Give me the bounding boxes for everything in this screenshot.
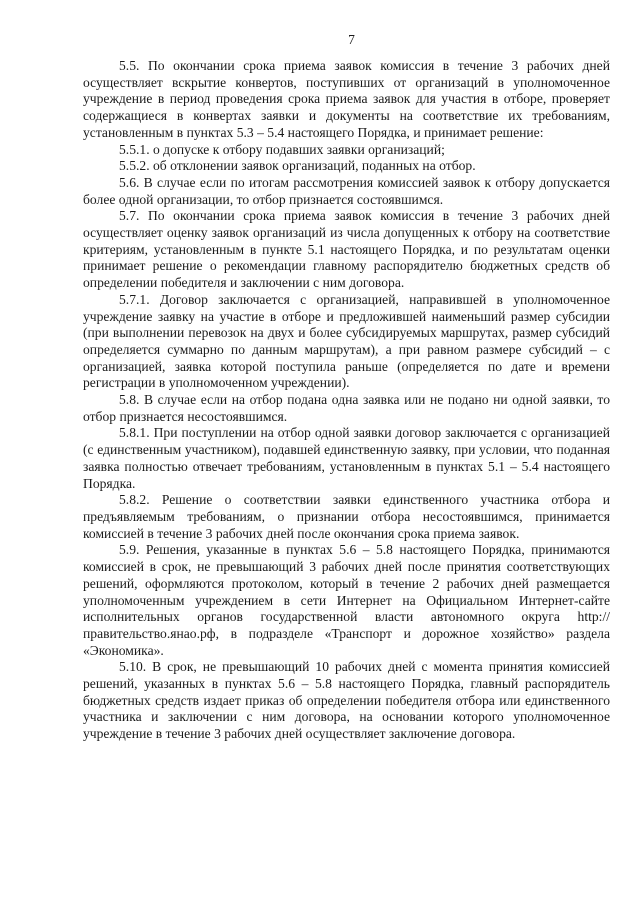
paragraph-5-10: 5.10. В срок, не превышающий 10 рабочих дней с момента принятия комиссией решений, указанных в пунктах 5.6 – 5.8 настоящего Порядка, главный распорядитель бюджетных средств издает приказ об определении победителя отбора или единственного участника и заключении с ним договора, на основании которого уполномоченное учреждение в течение 3 рабочих дней осуществляет заключение договора. (83, 659, 610, 742)
paragraph-5-6: 5.6. В случае если по итогам рассмотрения комиссией заявок к отбору допускается более одной организации, то отбор признается состоявшимся. (83, 174, 610, 207)
page-number: 7 (348, 32, 355, 47)
paragraph-5-5: 5.5. По окончании срока приема заявок комиссия в течение 3 рабочих дней осуществляет вскрытие конвертов, поступивших от организаций в уполномоченное учреждение в период проведения срока приема заявок для участия в отборе, проверяет содержащиеся в конвертах заявки и документы на соответствие их требованиям, установленным в пунктах 5.3 – 5.4 настоящего Порядка, и принимает решение: (83, 58, 610, 140)
paragraph-5-7: 5.7. По окончании срока приема заявок комиссия в течение 3 рабочих дней осуществляет оценку заявок организаций из числа допущенных к отбору на соответствие критериям, установленным в пункте 5.1 настоящего Порядка, и по результатам оценки принимает решение о рекомендации главному распорядителю бюджетных средств об определении победителя и заключении с ним договора. (83, 208, 610, 291)
paragraph-5-8-2: 5.8.2. Решение о соответствии заявки единственного участника отбора и предъявляемым требованиям, о признании отбора несостоявшимся, принимается комиссией в течение 3 рабочих дней после окончания срока приема заявок. (83, 492, 610, 541)
paragraph-5-7-1: 5.7.1. Договор заключается с организацией, направившей в уполномоченное учреждение заявку на участие в отборе и предложившей наименьший размер субсидии (при выполнении перевозок на двух и более субсидируемых маршрутах, размер субсидий определяется суммарно по данным маршрутам), а при равном размере субсидий – с организацией, заявка которой поступила раньше (определяется по дате и времени регистрации в уполномоченном учреждении). (83, 291, 610, 391)
paragraph-5-8-1: 5.8.1. При поступлении на отбор одной заявки договор заключается с организацией (с единственным участником), подавшей единственную заявку, при условии, что поданная заявка полностью отвечает требованиям, установленным в пунктах 5.1 – 5.4 настоящего Порядка. (83, 425, 610, 491)
paragraph-5-5-1: 5.5.1. о допуске к отбору подавших заявки организаций; (119, 141, 445, 157)
paragraph-5-8: 5.8. В случае если на отбор подана одна заявка или не подано ни одной заявки, то отбор признается несостоявшимся. (83, 392, 610, 424)
paragraph-5-9: 5.9. Решения, указанные в пунктах 5.6 – 5.8 настоящего Порядка, принимаются комиссией в срок, не превышающий 3 рабочих дней после принятия соответствующих решений, оформляются протоколом, который в течение 2 рабочих дней размещается уполномоченным учреждением в сети Интернет на Официальном Интернет-сайте исполнительных органов государственной власти автономного округа http://правительство.янао.рф, в подразделе «Транспорт и дорожное хозяйство» раздела «Экономика». (83, 542, 610, 658)
paragraph-5-5-2: 5.5.2. об отклонении заявок организаций, поданных на отбор. (119, 158, 476, 174)
